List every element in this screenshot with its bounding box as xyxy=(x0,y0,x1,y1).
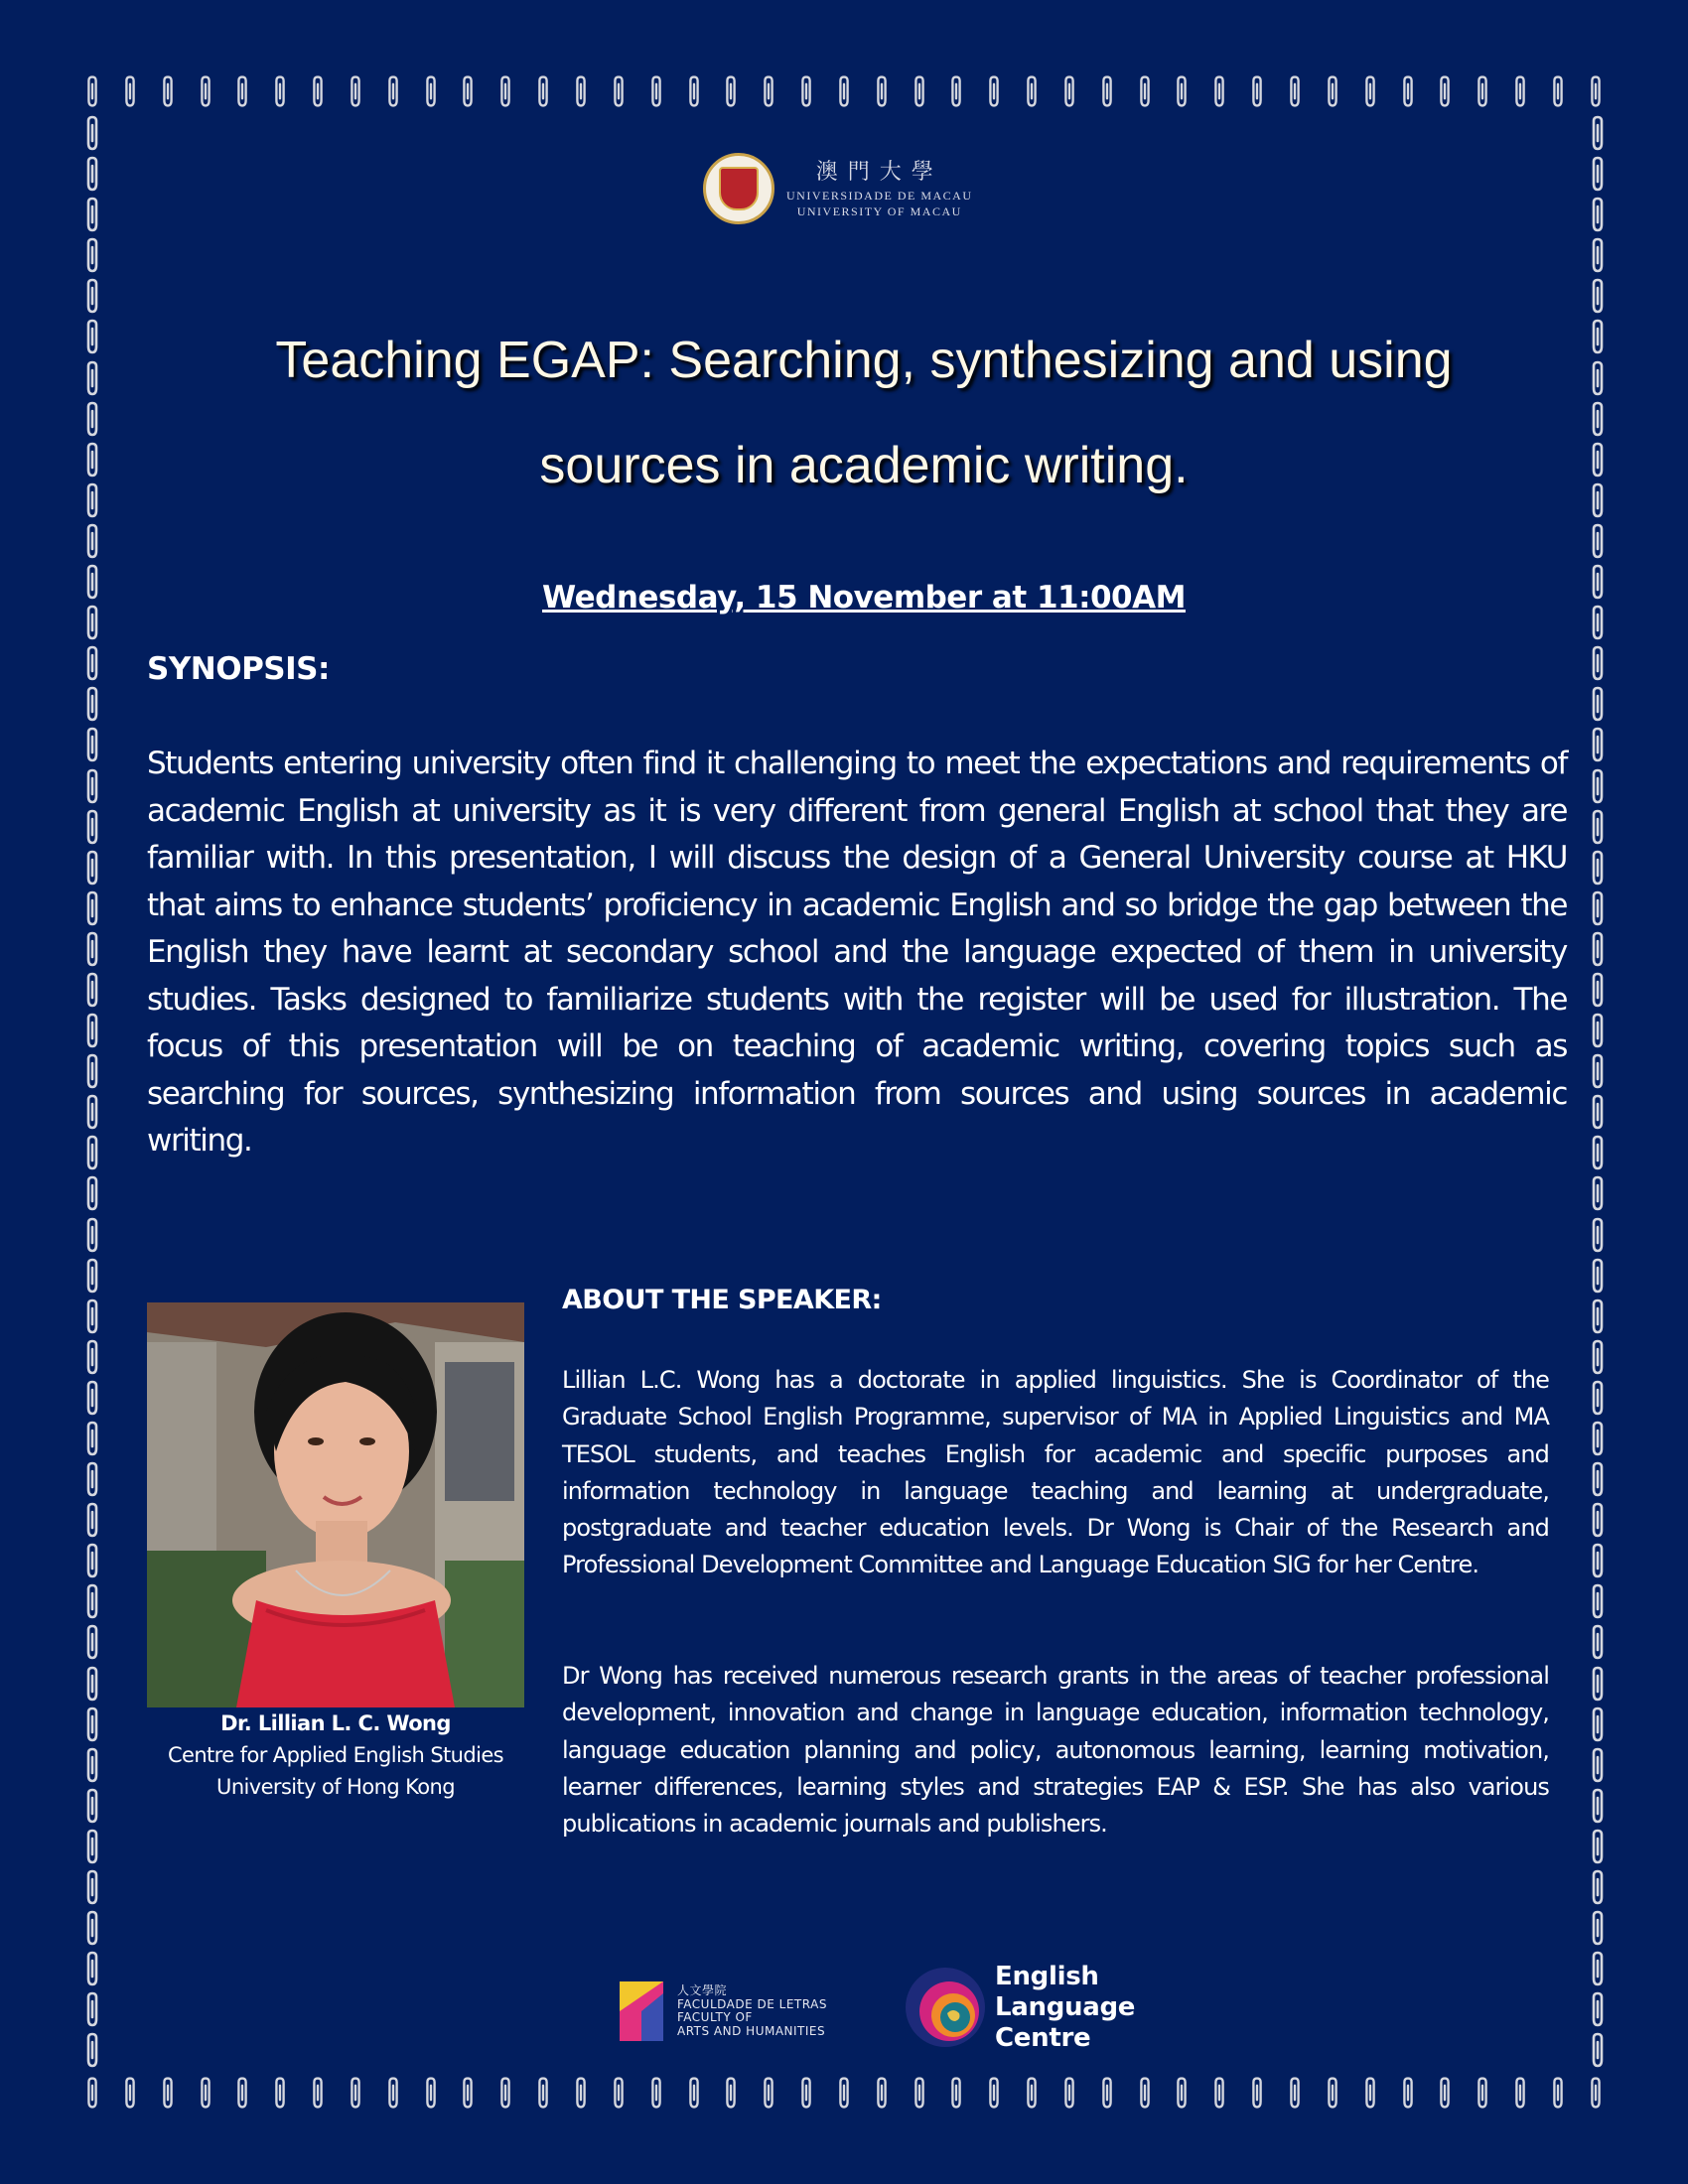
paper-clip-icon xyxy=(82,113,102,153)
paper-clip-icon xyxy=(985,2073,1003,2113)
event-title-line1: Teaching EGAP: Searching, synthesizing and using xyxy=(275,332,1453,389)
paper-clip-icon xyxy=(83,2073,101,2113)
paper-clip-icon xyxy=(1549,2073,1567,2113)
paper-clip-icon xyxy=(384,2073,402,2113)
paper-clip-icon xyxy=(1361,71,1379,111)
paper-clip-icon xyxy=(1588,358,1608,398)
paper-clip-icon xyxy=(1588,1664,1608,1704)
elc-name-line1: English xyxy=(995,1961,1099,1991)
paper-clip-icon xyxy=(722,71,740,111)
paper-clip-icon xyxy=(347,2073,364,2113)
paper-clip-icon xyxy=(82,521,102,561)
paper-clip-icon xyxy=(82,1745,102,1785)
paper-clip-icon xyxy=(1286,2073,1304,2113)
paper-clip-icon xyxy=(82,1215,102,1255)
paper-clip-icon xyxy=(233,2073,251,2113)
paper-clip-icon xyxy=(534,2073,552,2113)
speaker-affiliation-centre: Centre for Applied English Studies xyxy=(167,1743,504,1767)
elc-name-line2: Language xyxy=(995,1991,1136,2022)
paper-clip-icon xyxy=(1588,1011,1608,1050)
faculty-name-cn: 人文學院 xyxy=(677,1983,728,1997)
paper-clip-icon xyxy=(82,848,102,887)
paper-clip-icon xyxy=(82,440,102,479)
paper-clip-icon xyxy=(1210,2073,1228,2113)
clip-border-bottom xyxy=(83,2071,1605,2115)
paper-clip-icon xyxy=(82,807,102,847)
university-seal-icon xyxy=(703,153,774,224)
paper-clip-icon xyxy=(1588,1745,1608,1785)
paper-clip-icon xyxy=(1436,71,1454,111)
paper-clip-icon xyxy=(1588,1786,1608,1826)
paper-clip-icon xyxy=(82,1705,102,1744)
paper-clip-icon xyxy=(1588,1827,1608,1866)
paper-clip-icon xyxy=(1324,71,1341,111)
paper-clip-icon xyxy=(82,929,102,969)
paper-clip-icon xyxy=(835,71,853,111)
paper-clip-icon xyxy=(1588,1092,1608,1132)
university-name xyxy=(786,158,973,219)
paper-clip-icon xyxy=(1588,276,1608,316)
synopsis-heading: SYNOPSIS: xyxy=(147,651,330,687)
paper-clip-icon xyxy=(947,71,965,111)
paper-clip-icon xyxy=(1588,1337,1608,1377)
faculty-name-en1: FACULTY OF xyxy=(677,2010,753,2024)
paper-clip-icon xyxy=(121,71,139,111)
event-title xyxy=(149,308,1579,518)
paper-clip-icon xyxy=(82,1541,102,1580)
paper-clip-icon xyxy=(82,1419,102,1458)
paper-clip-icon xyxy=(82,684,102,724)
paper-clip-icon xyxy=(1098,71,1116,111)
paper-clip-icon xyxy=(82,1173,102,1213)
paper-clip-icon xyxy=(1588,1949,1608,1988)
paper-clip-icon xyxy=(197,2073,214,2113)
clip-border-left xyxy=(81,113,103,2071)
paper-clip-icon xyxy=(1588,1867,1608,1907)
paper-clip-icon xyxy=(82,1051,102,1091)
paper-clip-icon xyxy=(82,154,102,194)
paper-clip-icon xyxy=(1324,2073,1341,2113)
paper-clip-icon xyxy=(82,2030,102,2070)
paper-clip-icon xyxy=(159,71,177,111)
paper-clip-icon xyxy=(82,317,102,356)
paper-clip-icon xyxy=(496,71,514,111)
paper-clip-icon xyxy=(1023,2073,1041,2113)
paper-clip-icon xyxy=(1136,71,1154,111)
paper-clip-icon xyxy=(610,2073,628,2113)
paper-clip-icon xyxy=(1588,1378,1608,1418)
paper-clip-icon xyxy=(685,2073,703,2113)
paper-clip-icon xyxy=(1060,71,1078,111)
paper-clip-icon xyxy=(873,2073,891,2113)
paper-clip-icon xyxy=(985,71,1003,111)
paper-clip-icon xyxy=(82,1011,102,1050)
faculty-mark-icon xyxy=(620,1981,663,2041)
paper-clip-icon xyxy=(1588,154,1608,194)
paper-clip-icon xyxy=(1587,2073,1605,2113)
paper-clip-icon xyxy=(722,2073,740,2113)
paper-clip-icon xyxy=(496,2073,514,2113)
paper-clip-icon xyxy=(1023,71,1041,111)
english-language-centre-logo xyxy=(904,1960,1142,2055)
paper-clip-icon xyxy=(1588,643,1608,683)
paper-clip-icon xyxy=(1588,195,1608,234)
paper-clip-icon xyxy=(1588,1459,1608,1499)
paper-clip-icon xyxy=(1588,848,1608,887)
paper-clip-icon xyxy=(82,970,102,1010)
faculty-name-en2: ARTS AND HUMANITIES xyxy=(677,2023,826,2038)
synopsis-text: Students entering university often find it challenging to meet the expectations and requirements of academic English at university as it is very different from general English at school that they are familiar with. In this presentation, I will discuss the design of a General University course at HKU that aims to enhance students’ proficiency in academic English and so bridge the gap between the English they have learnt at secondary school and the language expected of them in university studies. Tasks designed to familiarize students with the register will be used for illustration. The focus of this presentation will be on teaching of academic writing, covering topics such as searching for sources, synthesizing information from sources and using sources in academic writing. xyxy=(147,746,1567,1159)
paper-clip-icon xyxy=(1588,562,1608,602)
paper-clip-icon xyxy=(82,1092,102,1132)
paper-clip-icon xyxy=(82,888,102,928)
paper-clip-icon xyxy=(82,1500,102,1540)
university-of-macau-logo xyxy=(703,149,991,228)
speaker-bio-paragraph-1: Lillian L.C. Wong has a doctorate in applied linguistics. She is Coordinator of the Graduate School English Programme, supervisor of MA in Applied Linguistics and MA TESOL students, and teaches English for academic and specific purposes and information technology in language teaching and learning at undergraduate, postgraduate and teacher education levels. Dr Wong is Chair of the Research and Professional Development Committee and Language Education SIG for her Centre. xyxy=(562,1366,1549,1579)
paper-clip-icon xyxy=(309,71,327,111)
paper-clip-icon xyxy=(82,1297,102,1336)
paper-clip-icon xyxy=(82,1581,102,1621)
paper-clip-icon xyxy=(1588,1215,1608,1255)
paper-clip-icon xyxy=(1588,1173,1608,1213)
paper-clip-icon xyxy=(82,1664,102,1704)
event-date: Wednesday, 15 November at 11:00AM xyxy=(542,580,1186,615)
paper-clip-icon xyxy=(1588,1622,1608,1662)
paper-clip-icon xyxy=(572,71,590,111)
paper-clip-icon xyxy=(1248,2073,1266,2113)
paper-clip-icon xyxy=(83,71,101,111)
paper-clip-icon xyxy=(82,1949,102,1988)
paper-clip-icon xyxy=(1588,603,1608,642)
paper-clip-icon xyxy=(760,71,777,111)
paper-clip-icon xyxy=(647,2073,665,2113)
paper-clip-icon xyxy=(1588,1989,1608,2029)
paper-clip-icon xyxy=(1588,521,1608,561)
paper-clip-icon xyxy=(82,480,102,520)
paper-clip-icon xyxy=(82,1908,102,1948)
paper-clip-icon xyxy=(82,399,102,439)
paper-clip-icon xyxy=(1588,684,1608,724)
paper-clip-icon xyxy=(1588,1541,1608,1580)
paper-clip-icon xyxy=(347,71,364,111)
paper-clip-icon xyxy=(835,2073,853,2113)
paper-clip-icon xyxy=(1588,317,1608,356)
university-name-en: UNIVERSITY OF MACAU xyxy=(796,205,962,218)
paper-clip-icon xyxy=(1210,71,1228,111)
paper-clip-icon xyxy=(159,2073,177,2113)
paper-clip-icon xyxy=(1588,888,1608,928)
paper-clip-icon xyxy=(1588,235,1608,275)
paper-clip-icon xyxy=(82,725,102,764)
paper-clip-icon xyxy=(422,71,440,111)
elc-globe-icon xyxy=(904,1966,987,2049)
paper-clip-icon xyxy=(82,1378,102,1418)
paper-clip-icon xyxy=(1511,2073,1529,2113)
paper-clip-icon xyxy=(1588,766,1608,806)
paper-clip-icon xyxy=(534,71,552,111)
paper-clip-icon xyxy=(197,71,214,111)
paper-clip-icon xyxy=(1436,2073,1454,2113)
speaker-photo xyxy=(147,1302,524,1707)
paper-clip-icon xyxy=(82,603,102,642)
paper-clip-icon xyxy=(797,2073,815,2113)
paper-clip-icon xyxy=(82,1459,102,1499)
paper-clip-icon xyxy=(1060,2073,1078,2113)
paper-clip-icon xyxy=(82,1786,102,1826)
paper-clip-icon xyxy=(1588,1133,1608,1172)
paper-clip-icon xyxy=(1173,71,1191,111)
paper-clip-icon xyxy=(82,1256,102,1296)
paper-clip-icon xyxy=(797,71,815,111)
paper-clip-icon xyxy=(1588,1908,1608,1948)
faculty-name xyxy=(677,1984,827,2038)
paper-clip-icon xyxy=(1248,71,1266,111)
paper-clip-icon xyxy=(610,71,628,111)
paper-clip-icon xyxy=(82,643,102,683)
paper-clip-icon xyxy=(911,2073,928,2113)
paper-clip-icon xyxy=(572,2073,590,2113)
about-speaker-heading: ABOUT THE SPEAKER: xyxy=(562,1285,882,1315)
paper-clip-icon xyxy=(82,1867,102,1907)
paper-clip-icon xyxy=(1173,2073,1191,2113)
faculty-name-pt: FACULDADE DE LETRAS xyxy=(677,1996,827,2011)
clip-border-top xyxy=(83,69,1605,113)
paper-clip-icon xyxy=(82,1622,102,1662)
paper-clip-icon xyxy=(1399,71,1417,111)
paper-clip-icon xyxy=(82,1989,102,2029)
paper-clip-icon xyxy=(1587,71,1605,111)
speaker-caption xyxy=(139,1707,532,1803)
paper-clip-icon xyxy=(1549,71,1567,111)
paper-clip-icon xyxy=(82,358,102,398)
paper-clip-icon xyxy=(911,71,928,111)
paper-clip-icon xyxy=(685,71,703,111)
paper-clip-icon xyxy=(82,195,102,234)
paper-clip-icon xyxy=(82,276,102,316)
paper-clip-icon xyxy=(459,2073,477,2113)
paper-clip-icon xyxy=(121,2073,139,2113)
paper-clip-icon xyxy=(384,71,402,111)
paper-clip-icon xyxy=(1098,2073,1116,2113)
university-name-pt: UNIVERSIDADE DE MACAU xyxy=(786,189,973,203)
paper-clip-icon xyxy=(1588,1419,1608,1458)
paper-clip-icon xyxy=(760,2073,777,2113)
speaker-portrait-image xyxy=(147,1302,524,1707)
paper-clip-icon xyxy=(1474,71,1491,111)
clip-border-right xyxy=(1587,113,1609,2071)
paper-clip-icon xyxy=(82,1827,102,1866)
speaker-name: Dr. Lillian L. C. Wong xyxy=(220,1711,451,1735)
elc-name xyxy=(995,1962,1135,2054)
paper-clip-icon xyxy=(422,2073,440,2113)
paper-clip-icon xyxy=(459,71,477,111)
paper-clip-icon xyxy=(1588,1297,1608,1336)
paper-clip-icon xyxy=(1588,440,1608,479)
event-title-line2: sources in academic writing. xyxy=(539,437,1189,494)
paper-clip-icon xyxy=(82,562,102,602)
paper-clip-icon xyxy=(1588,1500,1608,1540)
paper-clip-icon xyxy=(82,1337,102,1377)
paper-clip-icon xyxy=(233,71,251,111)
paper-clip-icon xyxy=(647,71,665,111)
paper-clip-icon xyxy=(1588,2030,1608,2070)
paper-clip-icon xyxy=(1136,2073,1154,2113)
elc-name-line3: Centre xyxy=(995,2022,1091,2053)
paper-clip-icon xyxy=(1588,807,1608,847)
paper-clip-icon xyxy=(947,2073,965,2113)
university-name-cn: 澳門大學 xyxy=(815,160,943,185)
paper-clip-icon xyxy=(271,71,289,111)
paper-clip-icon xyxy=(271,2073,289,2113)
speaker-bio-paragraph-2: Dr Wong has received numerous research grants in the areas of teacher professional development, innovation and change in language education, information technology, language education planning and policy, autonomous learning, learning motivation, learner differences, learning styles and strategies EAP & ESP. She has also various publications in academic journals and publishers. xyxy=(562,1662,1549,1839)
paper-clip-icon xyxy=(1588,480,1608,520)
paper-clip-icon xyxy=(1588,1256,1608,1296)
paper-clip-icon xyxy=(873,71,891,111)
paper-clip-icon xyxy=(1588,929,1608,969)
paper-clip-icon xyxy=(1588,399,1608,439)
paper-clip-icon xyxy=(1588,725,1608,764)
paper-clip-icon xyxy=(1511,71,1529,111)
paper-clip-icon xyxy=(309,2073,327,2113)
paper-clip-icon xyxy=(1286,71,1304,111)
paper-clip-icon xyxy=(1474,2073,1491,2113)
paper-clip-icon xyxy=(1399,2073,1417,2113)
paper-clip-icon xyxy=(82,766,102,806)
faculty-of-arts-and-humanities-logo xyxy=(620,1981,858,2041)
paper-clip-icon xyxy=(1588,1705,1608,1744)
paper-clip-icon xyxy=(1588,1581,1608,1621)
paper-clip-icon xyxy=(1588,1051,1608,1091)
paper-clip-icon xyxy=(1588,113,1608,153)
paper-clip-icon xyxy=(1361,2073,1379,2113)
paper-clip-icon xyxy=(82,235,102,275)
paper-clip-icon xyxy=(82,1133,102,1172)
speaker-affiliation-university: University of Hong Kong xyxy=(216,1775,455,1799)
paper-clip-icon xyxy=(1588,970,1608,1010)
